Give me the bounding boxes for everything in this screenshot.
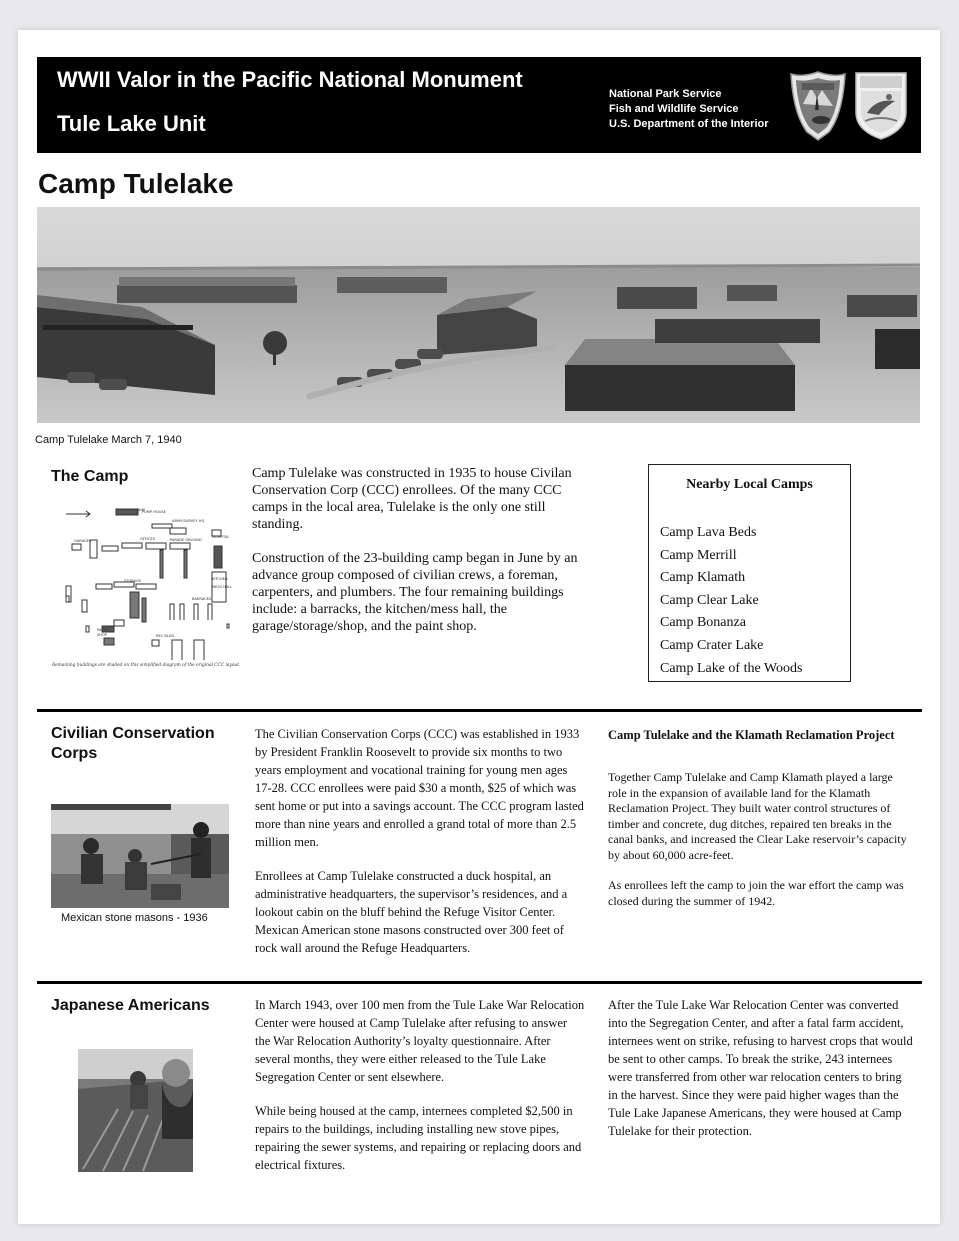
list-item: Camp Lake of the Woods [660, 660, 803, 676]
paragraph: The Civilian Conservation Corps (CCC) was established in 1933 by President Franklin Roosevelt to provide six months to two years employment and vocational training for young men ages 17-28. CCC enrollees were paid $30 a month, $25 of which was sent home or put into a savings account. The CCC program lasted more than nine years and enrolled a grand total of more than 2.5 million men. [255, 727, 584, 849]
paragraph: In March 1943, over 100 men from the Tule Lake War Relocation Center were housed at Camp Tulelake after refusing to answer the War Relocation Authority’s loyalty questionnaire. After several months, they were either released to the Tule Lake Segregation Center or sent elsewhere. [255, 998, 585, 1084]
strike-column [608, 996, 914, 1156]
monument-title: WWII Valor in the Pacific National Monument [57, 67, 523, 92]
list-item: Camp Bonanza [660, 615, 746, 631]
section-divider [37, 981, 922, 984]
svg-text:BARRACKS: BARRACKS [192, 597, 212, 601]
paragraph: As enrollees left the camp to join the war effort the camp was closed during the summer of 1942. [608, 878, 904, 908]
japanese-americans-heading: Japanese Americans [51, 997, 210, 1014]
svg-text:STORAGE: STORAGE [124, 579, 142, 583]
svg-text:SHOP: SHOP [97, 633, 107, 637]
svg-text:KITCHEN: KITCHEN [212, 577, 228, 581]
fws-shield-logo [853, 69, 909, 141]
camp-layout-diagram [52, 500, 241, 675]
svg-text:HOSPITAL: HOSPITAL [212, 535, 230, 539]
farm-workers-photo [78, 1049, 193, 1172]
paragraph: While being housed at the camp, internees completed $2,500 in repairs to the buildings, including installing new stove pipes, repairing the sewer systems, and repairing or replacing doors and electrical fixtures. [255, 1104, 582, 1172]
nearby-camps-list [660, 522, 802, 680]
list-item: Camp Clear Lake [660, 592, 759, 608]
nearby-camps-box [648, 464, 851, 682]
ccc-heading: Civilian Conservation Corps [51, 725, 215, 762]
header-banner [37, 57, 921, 153]
diagram-caption: Remaining buildings are shaded on this simplified diagram of the original CCC layout. [52, 663, 241, 668]
nearby-camps-title: Nearby Local Camps [686, 477, 813, 492]
paragraph: Construction of the 23-building camp began in June by an advance group composed of civilian crews, a foreman, carpenters, and plumbers. The four remaining buildings include: a barracks, the kitchen/mess hall, the garage/storage/shop, and the paint shop. [252, 551, 578, 634]
the-camp-heading: The Camp [51, 468, 129, 485]
section-divider [37, 709, 922, 712]
svg-text:GARAGES: GARAGES [74, 539, 92, 543]
stone-masons-photo [51, 804, 229, 908]
hero-caption: Camp Tulelake March 7, 1940 [35, 434, 182, 446]
list-item: Camp Crater Lake [660, 637, 764, 653]
agency-line: Fish and Wildlife Service [609, 103, 739, 115]
paragraph: Camp Tulelake was constructed in 1935 to house Civilan Conservation Corp (CCC) enrollees. Of the many CCC camps in the local area, Tulelake is the only one still standing. [252, 466, 572, 532]
camp-panorama-photo [37, 207, 920, 423]
svg-text:PAINT: PAINT [97, 628, 108, 632]
page-title: Camp Tulelake [38, 168, 234, 199]
the-camp-text [252, 465, 582, 652]
svg-text:MESS HALL: MESS HALL [212, 585, 233, 589]
list-item: Camp Merrill [660, 547, 737, 563]
unit-title: Tule Lake Unit [57, 111, 206, 136]
document-page [18, 30, 940, 1224]
ccc-text [255, 725, 585, 973]
svg-text:PARADE GROUND: PARADE GROUND [170, 538, 202, 542]
list-item: Camp Lava Beds [660, 525, 757, 540]
paragraph: Together Camp Tulelake and Camp Klamath played a large role in the expansion of available land for the Klamath Reclamation Project. They built water control structures of timber and concrete, dug ditches, repaired ten breaks in the canal banks, and increased the Clear Lake reservoir’s capacity by about 60,000 acre-feet. [608, 770, 907, 862]
svg-text:PUMP HOUSE: PUMP HOUSE [142, 510, 166, 514]
klamath-column [608, 726, 908, 924]
svg-text:OFFICES: OFFICES [140, 537, 156, 541]
svg-text:TANK: TANK [136, 508, 146, 512]
agency-line: U.S. Department of the Interior [609, 118, 769, 130]
svg-text:REC BLDG: REC BLDG [156, 634, 175, 638]
stone-masons-caption: Mexican stone masons - 1936 [61, 912, 208, 924]
paragraph: Enrollees at Camp Tulelake constructed a duck hospital, an administrative headquarters, the supervisor’s residences, and a lookout cabin on the bluff behind the Refuge Visitor Center. Mexican American stone masons constructed over 300 feet of rock wall around the Refuge Headquarters. [255, 869, 568, 955]
nps-arrowhead-logo [789, 70, 847, 142]
klamath-heading: Camp Tulelake and the Klamath Reclamation Project [608, 728, 895, 742]
agency-line: National Park Service [609, 88, 722, 100]
svg-text:ARMY/SURVEY HQ: ARMY/SURVEY HQ [172, 519, 205, 523]
agency-list [609, 87, 809, 132]
japanese-americans-text [255, 996, 585, 1190]
paragraph: After the Tule Lake War Relocation Center was converted into the Segregation Center, and after a fatal farm accident, internees went on strike, refusing to harvest crops that would be sent to other camps. To break the strike, 243 internees were transferred from other war relocation centers to bring in the harvest. Since they were paid higher wages than the Tule Lake Japanese Americans, they were housed at Camp Tulelake for their protection. [608, 998, 913, 1138]
list-item: Camp Klamath [660, 570, 746, 586]
